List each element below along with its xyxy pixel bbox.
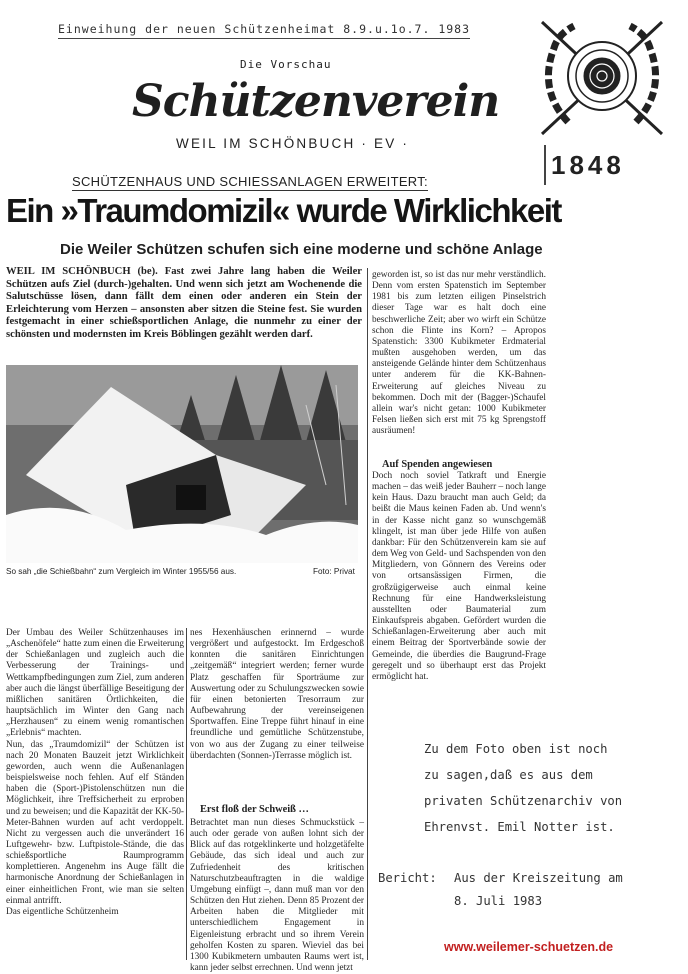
note-line-3: privaten Schützenarchiv von bbox=[424, 794, 623, 808]
section-heading-sweat: Erst floß der Schweiß … bbox=[200, 804, 309, 815]
column-divider bbox=[367, 268, 368, 960]
target-emblem-icon bbox=[528, 10, 676, 150]
section-heading-donations: Auf Spenden angewiesen bbox=[382, 459, 493, 470]
body-column-3: Betrachtet man nun dieses Schmuckstück – auch oder gerade von außen lohnt sich der Blick auf das rotgeklinkerte und holzgetäfelte Gebäude, das sich ideal und auch zur Zufriedenheit des kritischen Naturschutzbeauftragten in die waldige Umgebung einfügt –, dann muß man vor den Schützen den Hut ziehen. Denn 85 Prozent der Arbeiten haben die Mitglieder mit unterschiedlichem Engagement in Eigenleistung erbracht und so ihrem Verein geholfen Kosten zu sparen. Wieviel das bei 1300 Kubikmetern umbauten Raums wert ist, kann jeder selbst errechnen. Und wenn jetzt bbox=[190, 818, 365, 974]
article-lead: WEIL IM SCHÖNBUCH (be). Fast zwei Jahre lang haben die Weiler Schützen aufs Ziel (durch-)gehalten. Und wenn sich jetzt am Wochenende die Salutschüsse lösen, dann fällt dem einen oder anderen ein Stein der Erleichterung vom Herzen – ansonsten aber sitzen die Steine fest. Sie wurden festgemacht in einer schießsportlichen Anlage, die nunmehr zu einer der schönsten und modernsten im Kreis Böblingen gezählt werden darf. bbox=[6, 266, 362, 340]
note-line-1: Zu dem Foto oben ist noch bbox=[424, 742, 608, 756]
body-column-2: nes Hexenhäuschen erinnernd – wurde vergrößert und aufgestockt. Im Erdgeschoß konnten die sanitären Einrichtungen „zeitgemäß“ integriert werden; ferner wurde Platz geschaffen für Sporträume zur Auswertung oder zu Schulungszwecken sowie für einen betonierten Tresorraum zur Aufbewahrung der vereinseigenen Sportwaffen. Eine Treppe führt hinauf in eine freundliche und gemütliche Schützenstube, von wo aus der Zugang zu einer teilweise überdachten (Sonnen-)Terrasse möglich ist. bbox=[190, 628, 364, 761]
note-line-4: Ehrenvst. Emil Notter ist. bbox=[424, 820, 615, 834]
bericht-label: Bericht: bbox=[378, 871, 437, 885]
note-line-2: zu sagen,daß es aus dem bbox=[424, 768, 593, 782]
photo-caption: So sah „die Schießbahn“ zum Vergleich im Winter 1955/56 aus. bbox=[6, 567, 237, 576]
event-line: Einweihung der neuen Schützenheimat 8.9.u.1o.7. 1983 bbox=[58, 22, 470, 39]
founded-year: 1848 bbox=[551, 150, 625, 180]
winter-photo bbox=[6, 365, 358, 563]
article-headline: Ein »Traumdomizil« wurde Wirklichkeit bbox=[6, 192, 561, 229]
bericht-line-1: Aus der Kreiszeitung am bbox=[454, 871, 623, 885]
vorschau-label: Die Vorschau bbox=[240, 58, 332, 71]
body-column-4: geworden ist, so ist das nur mehr verständlich. Denn vom ersten Spatenstich im September 1981 bis zum letzten eiligen Pinselstrich dieser Tage war es halt doch eine beschwerliche Zeit; aber wo wirft ein Schütze schon die Flinte ins Korn? – Apropos Spatenstich: 3300 Kubikmeter Erdmaterial mußten ausgehoben werden, um das ansteigende Gelände hinter dem Schützenhaus unter anderem für die KK-Bahnen-Erweiterung auf gleiches Niveau zu bekommen. Doch mit der (Bagger-)Schaufel allein war's nicht getan: 1000 Kubikmeter Felsen ließen sich erst mit 75 kg Sprengstoff ausräumen! bbox=[372, 270, 546, 437]
body-column-1: Der Umbau des Weiler Schützenhauses im „Aschenöfele“ hatte zum einen die Erweiterung der Schießanlagen und zugleich auch die Verbesserung der Trainings- und Wettkampfbedingungen zum Ziel, zum anderen aber auch die längst überfällige Beseitigung der mißlichen sanitären Örtlichkeiten, die hauptsächlich im Winter den Gang nach „Herzhausen“ zu einem wenig romantischen „Erlebnis“ machten. Nun, das „Traumdomizil“ der Schützen ist nach 20 Monaten Bauzeit jetzt Wirklichkeit geworden, auch wenn die Außenanlagen beispielsweise noch fehlen. Auf elf Ständen haben die (Sport-)Pistolenschützen nun die Möglichkeit, ihre Treffsicherheit zu erproben und zu beweisen; und die Kapazität der KK-50-Meter-Bahnen wurden auf acht verdoppelt. Nicht zu vergessen auch die unverändert 16 Luftgewehr- bzw. Luftpistole-Stände, die das schießsportliche Raumprogramm komplettieren. Angenehm ins Auge fällt die harmonische Anordnung der Schießanlagen in einer einheitlichen Front, wie man sie selten einmal antrifft. Das eigentliche Schützenheim bbox=[6, 628, 184, 917]
article-subhead: Die Weiler Schützen schufen sich eine moderne und schöne Anlage bbox=[60, 241, 543, 258]
column-divider bbox=[186, 628, 187, 960]
photo-credit: Foto: Privat bbox=[313, 567, 355, 576]
club-subtitle: WEIL IM SCHÖNBUCH · EV · bbox=[176, 136, 410, 151]
bericht-line-2: 8. Juli 1983 bbox=[454, 894, 543, 908]
club-name: Schützenverein bbox=[132, 76, 500, 127]
website-url[interactable]: www.weilemer-schuetzen.de bbox=[444, 940, 614, 954]
article-kicker: SCHÜTZENHAUS UND SCHIESSANLAGEN ERWEITERT: bbox=[72, 174, 428, 189]
body-column-5: Doch noch soviel Tatkraft und Energie machen – das weiß jeder Bauherr – noch lange kein Haus. Dazu braucht man auch Geld; da beißt die Maus keinen Faden ab. Und wenn's in der Kasse nicht ganz so wunschgemäß klingelt, ist man über jede Hilfe von außen dankbar: Für den Schützenverein kam sie auf dem Weg von Geld- und Sachspenden von den Mitgliedern, von Gönnern des Vereins oder von ortsansässigen Firmen, die großzügigerweise auch einmal keine Rechnung für eine Handwerksleistung ausstellten oder Baumaterial zum Einkaufspreis abgaben. Gefördert wurden die Schießanlagen-Erweiterung aber auch mit einem Beitrag der Sportverbände sowie der Gemeinde, die überdies die Baugrund-Frage geregelt und so überhaupt erst das Projekt ermöglicht hat. bbox=[372, 471, 546, 682]
year-box-rule bbox=[544, 145, 546, 185]
